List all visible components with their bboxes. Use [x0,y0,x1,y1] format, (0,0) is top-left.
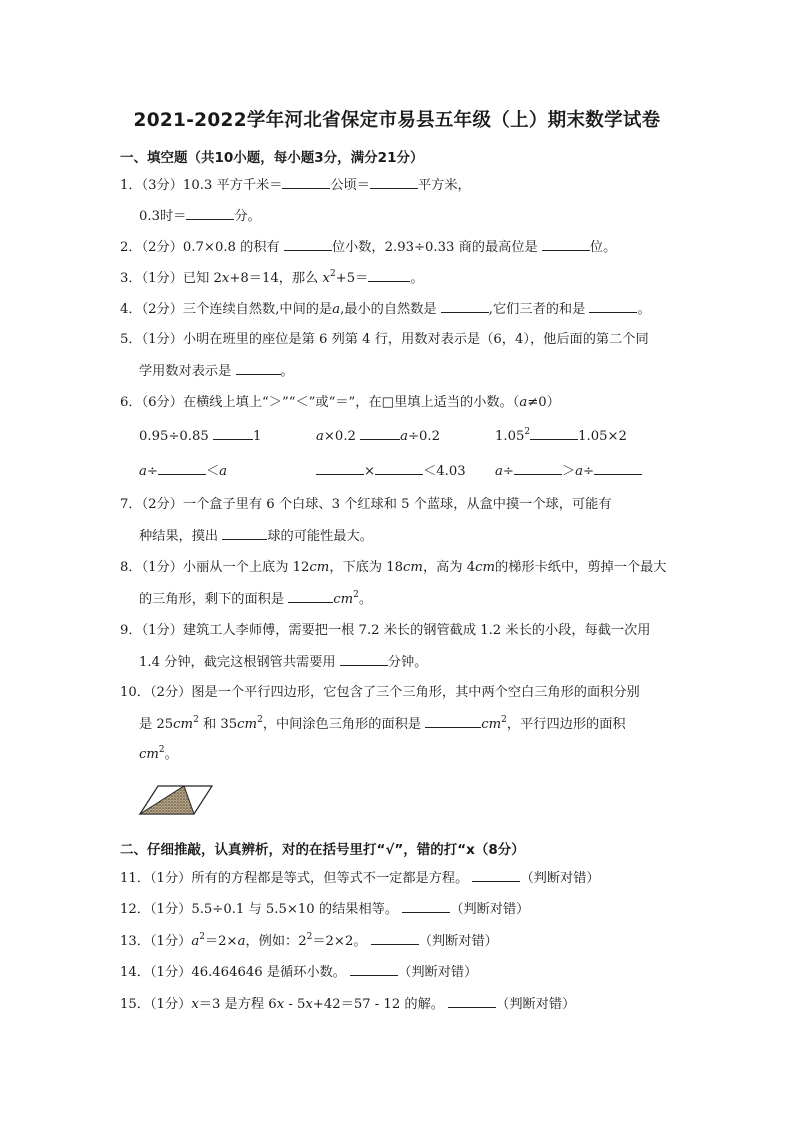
question-10: 10．（2分）图是一个平行四边形，它包含了三个三角形，其中两个空白三角形的面积分别 [120,685,640,700]
answer-blank[interactable] [340,653,388,666]
answer-blank[interactable] [360,427,400,440]
answer-blank[interactable] [288,590,333,603]
answer-blank[interactable] [213,427,253,440]
question-7: 7．（2分）一个盒子里有 6 个白球、3 个红球和 5 个蓝球，从盒中摸一个球，可能有 [120,497,612,512]
answer-blank[interactable] [425,715,481,728]
question-1-cont: 0.3时＝ 分。 [139,209,261,224]
answer-blank[interactable] [368,269,410,282]
question-9-cont: 1.4 分钟，截完这根钢管共需要用 分钟。 [139,655,428,670]
answer-blank[interactable] [589,300,637,313]
answer-blank[interactable] [158,462,206,475]
q6-item-4: a÷ ＜a [139,464,227,479]
answer-blank[interactable] [530,427,578,440]
answer-blank[interactable] [472,869,520,882]
question-2: 2．（2分）0.7×0.8 的积有 位小数，2.93÷0.33 商的最高位是 位。 [120,240,617,255]
parallelogram-figure [138,783,214,817]
question-14: 14．（1分）46.464646 是循环小数。 （判断对错） [120,965,478,980]
answer-blank[interactable] [316,462,364,475]
answer-blank[interactable] [284,238,332,251]
question-1: 1．（3分）10.3 平方千米＝ 公顷＝ 平方米， [120,178,471,193]
answer-blank[interactable] [186,207,234,220]
answer-blank[interactable] [370,176,418,189]
question-12: 12．（1分）5.5÷0.1 与 5.5×10 的结果相等。 （判断对错） [120,902,530,917]
question-15: 15．（1分）x＝3 是方程 6x - 5x+42＝57 - 12 的解。 （判断对错） [120,997,576,1012]
question-9: 9．（1分）建筑工人李师傅，需要把一根 7.2 米长的钢管截成 1.2 米长的小段，每截一次用 [120,623,651,638]
answer-blank[interactable] [222,527,267,540]
question-3: 3．（1分）已知 2x+8＝14，那么 $x^2+5=$ 。 [120,269,424,286]
section-fill-in: 一、填空题（共10小题，每小题3分，满分21分） [120,150,424,166]
answer-blank[interactable] [402,900,450,913]
q6-item-3: 1.05$^2$ 1.05×2 [495,427,627,444]
answer-blank[interactable] [375,462,423,475]
q6-item-6: a÷ ＞a÷ [495,462,642,481]
question-13: 13．（1分）$a^2=2\times a$，例如：$2^2=2\times 2$。 （判断对错） [120,932,498,949]
answer-blank[interactable] [448,995,496,1008]
answer-blank[interactable] [371,932,419,945]
q6-item-1: 0.95÷0.85 1 [139,429,262,444]
section-true-false: 二、仔细推敲，认真辨析，对的在括号里打“√”，错的打“x（8分） [120,842,525,858]
q6-item-5: × ＜4.03 [316,462,466,481]
question-10-cont: 是 $25cm^2$ 和 $35cm^2$，中间涂色三角形的面积是 $cm^2$，平行四边形的面积 [139,715,626,732]
question-7-cont: 种结果，摸出 球的可能性最大。 [139,529,373,544]
question-11: 11．（1分）所有的方程都是等式，但等式不一定都是方程。 （判断对错） [120,871,600,886]
question-8: 8．（1分）小丽从一个上底为 12cm，下底为 18cm，高为 4cm的梯形卡纸中，剪掉一个最大 [120,560,667,575]
answer-blank[interactable] [350,963,398,976]
answer-blank[interactable] [542,238,590,251]
exam-title: 2021-2022学年河北省保定市易县五年级（上）期末数学试卷 [133,110,661,131]
question-5-cont: 学用数对表示是 。 [139,364,294,379]
answer-blank[interactable] [594,462,642,475]
answer-blank[interactable] [236,362,281,375]
question-4: 4．（2分）三个连续自然数,中间的是a,最小的自然数是 ,它们三者的和是 。 [120,302,651,317]
question-6: 6．（6分）在横线上填上“＞”“＜”或“＝”，在□里填上适当的小数。（a≠0） [120,395,560,410]
question-10-cont2: $cm^2$。 [139,745,178,762]
question-5: 5．（1分）小明在班里的座位是第 6 列第 4 行，用数对表示是（6，4），他后面的第二个同 [120,332,649,347]
answer-blank[interactable] [282,176,330,189]
question-8-cont: 的三角形，剩下的面积是 $cm^2$。 [139,590,373,607]
answer-blank[interactable] [441,300,489,313]
answer-blank[interactable] [514,462,562,475]
q6-item-2: a×0.2 a÷0.2 [316,429,440,444]
